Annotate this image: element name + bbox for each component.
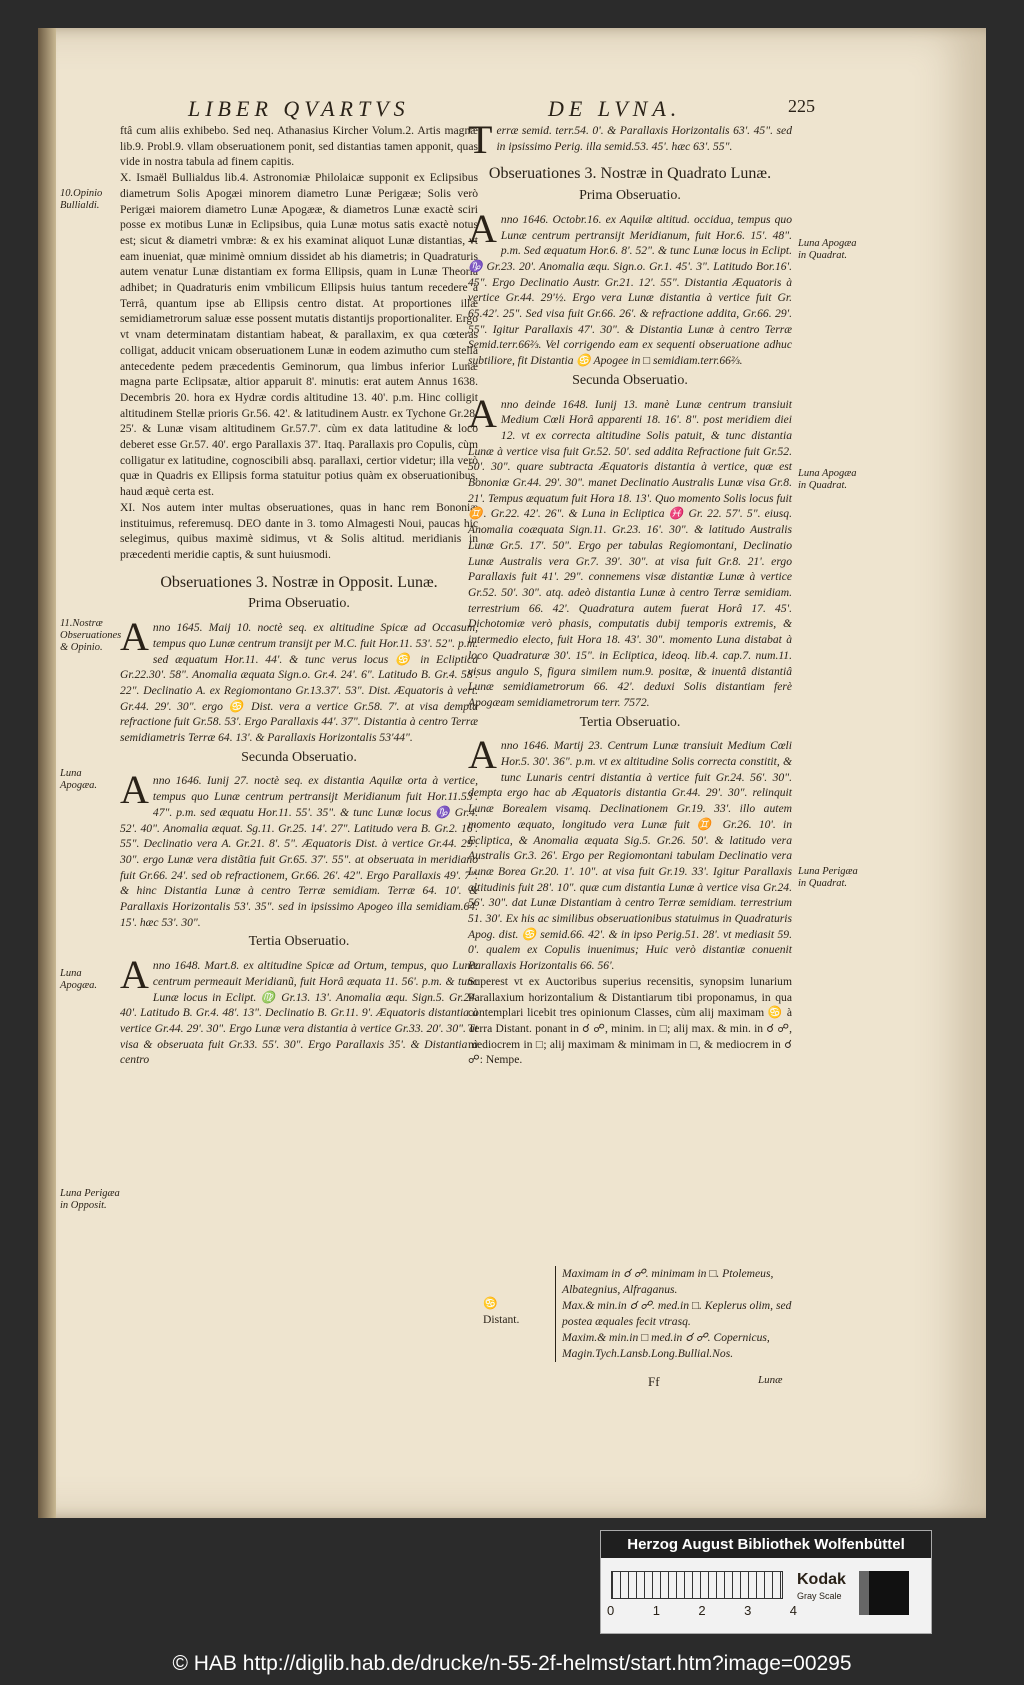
- margin-note: Luna Perigæa in Opposit.: [60, 1188, 120, 1211]
- margin-note: Luna Apogæa in Quadrat.: [798, 468, 857, 491]
- margin-note: Luna Apogæa in Quadrat.: [798, 238, 857, 261]
- signature-mark: Ff: [648, 1374, 660, 1389]
- margin-note: 11.Nostræ Obseruationes & Opinio.: [60, 618, 122, 653]
- paragraph: X. Ismaël Bullialdus lib.4. Astronomiæ Philolaicæ supponit ex Eclipsibus diametrum Solis Apogæi minorem diametro Lunæ Perigææ; Solis verò Perigæi maiorem diametro Lunæ Apogææ, & diametros Lunæ exactè sciri posse ex motibus Lunæ in Eclipsibus, quia Lunæ motus satis exactè notus est; sicut & diametri vmbræ: & ex his examinat aliquot Lunæ distantias, vt eam inueniat, quæ minimè omnium dissidet ab his diametris; in Quadraturis autem venatur Lunæ distantiam ex forma Ellipsis, quam in Lunæ Theoria adhibet; in Quadraturis enim vmbilicum Ellipsis huius tantum recedere à Terrâ, quantum ipse ab Ellipsis centro distat. At proportiones illæ semidiametrorum saluæ esse possent mutatis distantijs proportionaliter. Ergo vt vnam determinatam distantiam habeat, & parallaxim, ex qua cœteras colligat, adducit vnicam obseruationem Lunæ in eodem azimutho cum stella antecedente pedem præcedentis Geminorum, qua limbus inferior Lunæ magna parte Eclipsatæ, altior apparuit 8'. minutis: erat autem Annus 1638. Decembris 20. hora ex Hydræ cordis altitudine 13. 40'. p.m. Hinc colligit altitudinem Stellæ prioris Gr.56. 42'. & latitudinem Austr. ex Tychone Gr.28. 25'. & Lunæ visam altitudinem Gr.57.7'. cùm ex data latitudine & loco deberet esse Gr.57. 40'. ergo Parallaxis 37'. Itaq. Parallaxis pro Copulis, cùm colligatur ex latitudine, cognoscibili absq. parallaxi, certior videtur; illa verò quæ in Quadris ex Ellipsis forma statuitur potius quàm ex obseruationibus, haud æquè certa est.: [120, 171, 478, 499]
- running-head-left: LIBER QVARTVS: [188, 96, 410, 121]
- observation: Anno 1645. Maij 10. noctè seq. ex altitudine Spicæ ad Occasum, tempus quo Lunæ centrum transijt per M.C. fuit Hor.11. 53'. 52". p.m. sed æquatum Hor.11. 44'. & tunc verus locus ♋ in Ecliptica Gr.22.30'. 58". Anomalia æquata Sign.o. Gr.4. 24'. 6". Latitudo B. Gr.4. 58'. 22". Declinatio A. ex Regiomontano Gr.13.37'. 53". Dist. Æquatoris à vert. Gr.44. 29'. 30". ergo ♋ Dist. vera a vertice Gr.58. 7'. at visa dempta refractione fuit Gr.58. 53'. Ergo Parallaxis 44'. 37". Distantia à centro Terræ semidiametris Terræ 64. 13'. & Parallaxis Horizontalis 53'44".: [120, 614, 478, 745]
- kodak-logo: Kodak: [797, 1571, 846, 1588]
- paragraph: XI. Nos autem inter multas obseruationes, quas in hanc rem Bononiæ instituimus, referemusq. DEO dante in 3. tomo Almagesti Noui, paucas hic selegimus, quibus maximè sidimus, vt & Solis altitud. meridianis in præcedenti meridie captis, & sunt huiusmodi.: [120, 500, 478, 561]
- right-column: [468, 117, 792, 1068]
- subheading: Prima Obseruatio.: [248, 596, 350, 612]
- ruler-numbers: [607, 1603, 797, 1618]
- copyright-footer: © HAB http://diglib.hab.de/drucke/n-55-2f-helmst/start.htm?image=00295: [172, 1652, 852, 1675]
- ruler-tick-label: 4: [789, 1603, 797, 1618]
- table-row: Max.& min.in ☌ ☍. med.in □. Keplerus olim, sed postea æquales fecit vtrasq.: [562, 1299, 792, 1328]
- scale-ruler: [611, 1571, 783, 1599]
- table-row: Maximam in ☌ ☍. minimam in □. Ptolemeus, Albategnius, Alfraganus.: [562, 1267, 774, 1296]
- observation: Anno 1646. Iunij 27. noctè seq. ex distantia Aquilæ orta à vertice, tempus quo Lunæ centrum pertransijt Meridianum fuit Hor.11.53'. 47". p.m. sed æquatu Hor.11. 55'. 35". & tunc Lunæ locus ♑ Gr.4. 52'. 40". Anomalia æquat. Sg.11. Gr.25. 14'. 27". Latitudo vera B. Gr.2. 16'. 55". Declinatio vera A. Gr.21. 8'. 5". Æquatoris Dist. à vertice Gr.44. 29'. 30". ergo Lunæ vera distãtia fuit Gr.65. 37'. 55". at obseruata in meridiano fuit Gr.66. 24'. sed ob refractionem, Gr.66. 26'. 42". Ergo Parallaxis 49'. 7". & hinc Distantia Lunæ à centro Terræ semidiam. Terræ 64. 10'. & Parallaxis Horizontalis 53'. 35". sed in ipsissimo Apogeo illa semidiam.64. 15'. hæc 53'. 30".: [120, 767, 478, 929]
- paragraph: Terræ semid. terr.54. 0'. & Parallaxis Horizontalis 63'. 45". sed in ipsissimo Perig. illa semid.53. 45'. hæc 63'. 55".: [468, 117, 792, 162]
- observation: Anno deinde 1648. Iunij 13. manè Lunæ centrum transiuit Medium Cœli Horâ apparenti 18. 16'. 8". post meridiem diei 12. vt ex correcta altitudine Solis patuit, & tunc distantia Lunæ à vertice visa fuit Gr.52. 50'. sed addita Refractione fuit Gr.52. 50'. 30". quare subtracta Æquatoris distantia à vertice, quæ est Bononiæ Gr.44. 29'. 30". manet Declinatio Australis Lunæ visa Gr.8. 21'. Tempus æquatum fuit Hora 18. 13'. Quo momento Solis locus fuit ♊. Gr.22. 42'. 26". & Luna in Ecliptica ♓ Gr. 22. 57'. 5". eiusq. Anomalia coæquata Sign.11. Gr.23. 16'. 30". & latitudo Australis Lunæ Gr.5. 17'. 50". Ergo per tabulas Regiomontani, Declinatio Lunæ Australis vera Gr.7. 39'. 30". at visa fuit Gr.8. 21'. ergo Parallaxis fuit 41'. 29". connemens visæ distantiæ Lunæ à vertice Gr.52. 50'. 30". atq. adeò distantia Lunæ à centro Terræ semidiam. terrestrium 66. 42'. Quadratura autem fuerat Horâ 17. 45'. Dichotomiæ verò phasis, computatis dubij temporis extremis, & intermedio electo, fuit Hora 18. 43'. 30". momento Luna distabat à loco Quadraturæ 30'. 15". in Ecliptica, ideoq. lib.4. cap.7. num.11. visus angulo S, figura similem num.9. positæ, & inuentâ distantiâ Lunæ semidiametrorum 66. 42'. deduxi Solis distantiam ferè Apogæam semidiametrorum terr. 7572.: [468, 390, 792, 709]
- gray-scale-label: Gray Scale: [797, 1591, 842, 1601]
- book-gutter: [38, 28, 56, 1518]
- table-label: ♋ Distant.: [483, 1297, 520, 1326]
- left-column: [120, 123, 478, 1068]
- ruler-tick-label: 2: [698, 1603, 706, 1618]
- margin-note: Luna Apogæa.: [60, 768, 98, 791]
- page-number: 225: [788, 96, 815, 116]
- ruler-tick-label: 1: [652, 1603, 660, 1618]
- subheading: Prima Obseruatio.: [579, 188, 681, 204]
- library-color-card: [600, 1530, 932, 1634]
- observation: Anno 1646. Martij 23. Centrum Lunæ transiuit Medium Cœli Hor.5. 30'. 36". p.m. vt ex altitudine Solis correcta constitit, & tunc Lunaris centri distantia à vertice fuit Gr.24. 56'. 30". dempta ergo hac ab Æquatoris distantia Gr.44. 29'. 30". relinquit Lunæ Borealem visamq. Declinationem Gr.19. 33'. illo autem momento æquato, longitudo vera Lunæ fuit ♊ Gr.26. 10'. in Ecliptica, & Anomalia æquata Sig.5. Gr.26. 50'. & latitudo vera Australis Gr.3. 26'. Ergo per Regiomontani tabulam Declinatio vera Lunæ Borea Gr.20. 1'. 10". at visa fuit Gr.19. 33'. Igitur Parallaxis altitudinis fuit 28'. 10". quæ cum distantia Lunæ à vertice visa Gr.24. 56'. 30". dat Lunæ Distantiam à centro Terræ semidiam. terrestrium 51. 30'. Ex his ac similibus obseruationibus statuimus in Quadraturis Apog. dist. ♋ semid.66. 42'. & in ipso Perig.51. 28'. vt mediasit 59. 0'. qualem ex Copulis inuenimus; Huic verò distantiæ conuenit Parallaxis Horizontalis 66. 56'.: [468, 732, 792, 973]
- paragraph: ftâ cum aliis exhibebo. Sed neq. Athanasius Kircher Volum.2. Artis magnæ lib.9. Probl.9. vllam obseruationem ponit, sed distantias tamen apponit, quas vide in nostra tabula ad finem capitis.: [120, 124, 478, 169]
- black-patch: [869, 1571, 909, 1615]
- paragraph: Superest vt ex Auctoribus superius recensitis, synopsim lunarium Parallaxium horizontalium & Distantiarum tibi proponamus, in qua contemplari licebit tres opinionum Classes, cùm alij maximam ♋ à Terra Distant. ponant in ☌ ☍, minim. in □; alij max. & min. in ☌ ☍, mediocrem in □; alij maximam & minimam in □, & mediocrem in ☌ ☍: Nempe.: [468, 974, 792, 1067]
- section-heading: Obseruationes 3. Nostræ in Opposit. Lunæ.: [160, 573, 438, 591]
- running-head-right: DE LVNA.: [548, 96, 682, 121]
- margin-note: Luna Apogæa.: [60, 968, 98, 991]
- catchword: Lunæ: [758, 1374, 783, 1386]
- subheading: Tertia Obseruatio.: [248, 934, 350, 950]
- ruler-tick-label: 0: [607, 1603, 615, 1618]
- margin-note: 10.Opinio Bullialdi.: [60, 188, 103, 211]
- ruler-tick-label: 3: [744, 1603, 752, 1618]
- subheading: Secunda Obseruatio.: [572, 372, 688, 388]
- observation: Anno 1646. Octobr.16. ex Aquilæ altitud. occidua, tempus quo Lunæ centrum pertransijt Meridianum, fuit Hor.6. 15'. 48". p.m. Sed æquatum Hor.6. 8'. 52". & tunc Lunæ locus in Eclipt. ♑ Gr.23. 20'. Anomalia æqu. Sign.o. Gr.1. 45'. 3". Latitudo Bor.16'. 45". Ergo Declinatio Austr. Gr.21. 12'. 55". Distantia Æquatoris à vertice Gr.44. 29'½. Ergo vera Lunæ distantia à vertice fuit Gr. 65.42'. 25". Sed visa fuit Gr.66. 26'. & refractione addita, Gr.66. 29'. 55". Igitur Parallaxis 47'. 30". & Distantia Lunæ à centro Terræ Semid.terr.66⅔. Vel corrigendo eam ex sequenti obseruatione adhuc subtiliore, fit Distantia ♋ Apogee in □ semidiam.terr.66⅔.: [468, 205, 792, 368]
- subheading: Tertia Obseruatio.: [579, 714, 681, 730]
- library-name: Herzog August Bibliothek Wolfenbüttel: [601, 1531, 931, 1558]
- table-row: Maxim.& min.in □ med.in ☌ ☍. Copernicus, Magin.Tych.Lansb.Long.Bullial.Nos.: [562, 1331, 770, 1360]
- section-heading: Obseruationes 3. Nostræ in Quadrato Lunæ.: [488, 165, 772, 183]
- subheading: Secunda Obseruatio.: [241, 749, 357, 765]
- margin-note: Luna Perigæa in Quadrat.: [798, 866, 858, 889]
- book-page: [38, 28, 986, 1518]
- observation: Anno 1648. Mart.8. ex altitudine Spicæ ad Ortum, tempus, quo Lunæ centrum permeauit Meridianũ, fuit Horâ æquata 11. 56'. p.m. & tunc Lunæ locus in Eclipt. ♍ Gr.13. 13'. Anomalia æqu. Sign.5. Gr.24. 40'. Latitudo B. Gr.4. 48'. 13". Declinatio B. Gr.11. 9'. Æquatoris distantia à vertice Gr.44. 29'. 30". Ergo Lunæ vera distantia à vertice Gr.33. 20'. 30". at visa & obseruata fuit Gr.33. 55'. 30". Ergo Parallaxis 35'. & Distantia à centro: [120, 952, 478, 1067]
